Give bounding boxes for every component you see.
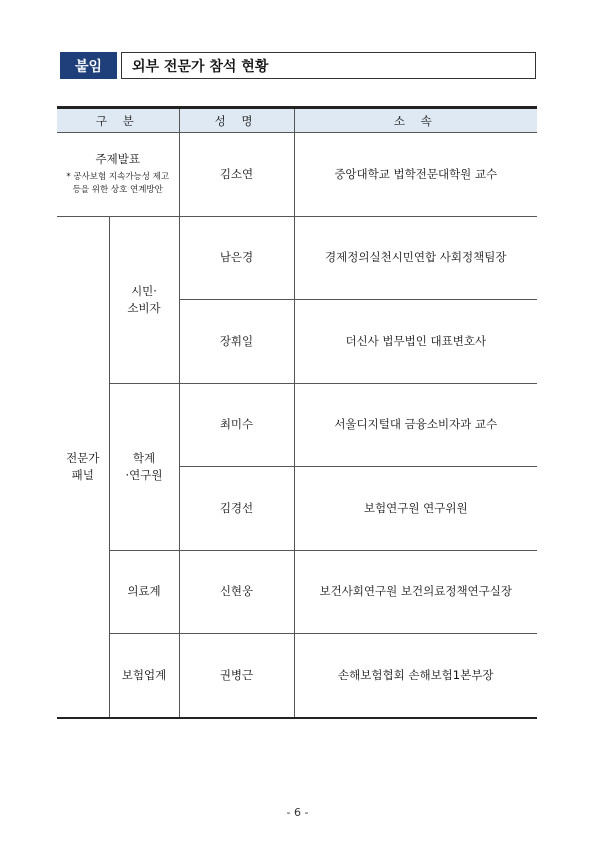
group-label-line1: 시민· [131,283,157,298]
member-name: 남은경 [179,217,294,300]
member-affiliation: 경제정의실천시민연합 사회정책팀장 [294,217,537,300]
table-header-row [57,108,537,133]
keynote-category-cell [57,133,179,217]
header-category: 구 분 [57,108,179,133]
table-row [57,384,537,467]
title-bar [60,52,536,79]
group-label-citizen [109,217,179,384]
group-label-academia [109,384,179,551]
group-label-line2: 소비자 [127,301,161,315]
keynote-category: 주제발표 [95,152,140,167]
panel-label [57,217,109,718]
member-name: 권병근 [179,634,294,718]
table-row-keynote [57,133,537,217]
group-label-insurance: 보험업계 [109,634,179,718]
member-name: 장휘일 [179,300,294,384]
member-affiliation: 보험연구원 연구위원 [294,467,537,551]
page-number: - 6 - [286,806,309,819]
attendee-table [57,106,537,719]
table-row [57,551,537,634]
member-name: 최미수 [179,384,294,467]
member-affiliation: 보건사회연구원 보건의료정책연구실장 [294,551,537,634]
member-name: 신현웅 [179,551,294,634]
member-affiliation: 더신사 법무법인 대표변호사 [294,300,537,384]
member-affiliation: 손해보험협회 손해보험1본부장 [294,634,537,718]
panel-label-line1: 전문가 [66,450,100,465]
keynote-name: 김소연 [179,133,294,217]
keynote-affiliation: 중앙대학교 법학전문대학원 교수 [294,133,537,217]
member-affiliation: 서울디지털대 금융소비자과 교수 [294,384,537,467]
group-label-line2: ·연구원 [125,468,163,482]
keynote-topic-note [57,171,179,198]
page-title: 외부 전문가 참석 현황 [121,52,536,79]
table-row [57,217,537,300]
panel-label-line2: 패널 [71,467,94,482]
header-affiliation: 소 속 [294,108,537,133]
group-label-medical: 의료계 [109,551,179,634]
header-name: 성 명 [179,108,294,133]
keynote-note-line2: 등을 위한 상호 연계방안 [72,185,163,196]
member-name: 김경선 [179,467,294,551]
group-label-line1: 학계 [132,450,156,465]
table-row [57,634,537,718]
keynote-note-line1: * 공사보험 지속가능성 제고 [66,171,170,182]
attachment-badge: 붙임 [60,52,117,79]
